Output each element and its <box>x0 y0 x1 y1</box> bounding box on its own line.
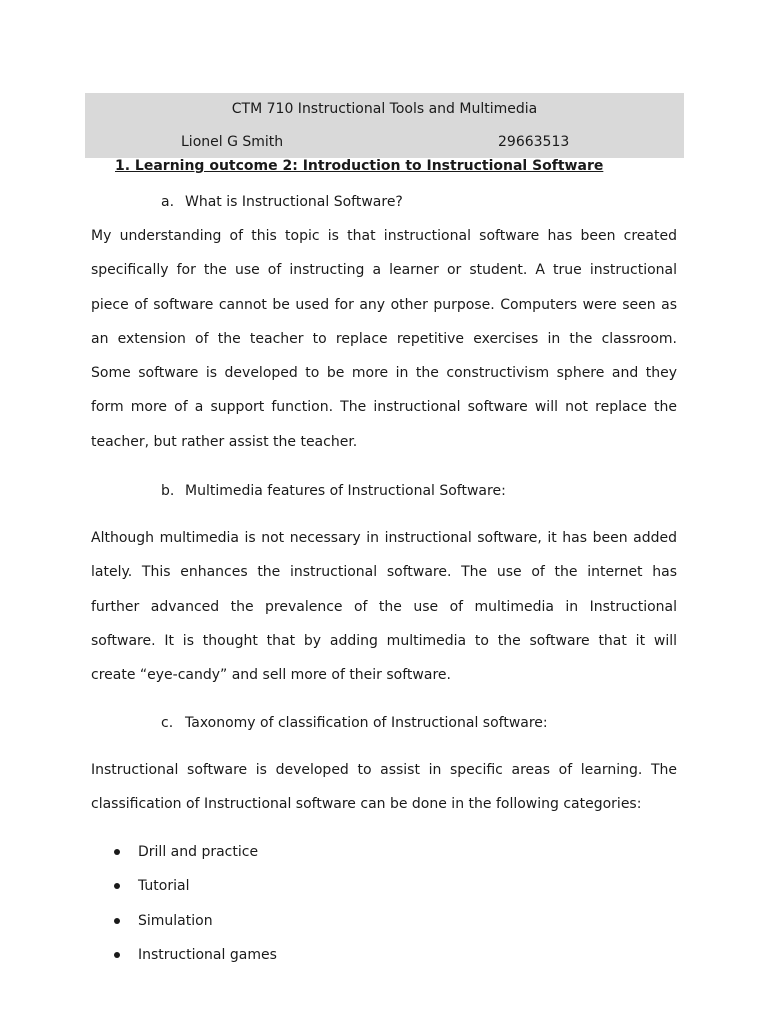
paragraph-line: create “eye-candy” and sell more of their software. <box>91 667 451 684</box>
subsection-title: Taxonomy of classification of Instructional software: <box>185 715 548 731</box>
subsection-heading-b <box>161 482 506 500</box>
list-item-text: Tutorial <box>138 878 190 895</box>
paragraph-line: teacher, but rather assist the teacher. <box>91 433 358 450</box>
subsection-marker: b. <box>161 483 175 499</box>
author-name: Lionel G Smith <box>181 134 284 150</box>
paragraph-line: My understanding of this topic is that instructional software has been created <box>91 228 677 244</box>
paragraph-multimedia-features <box>91 521 677 692</box>
paragraph-line: software. It is thought that by adding multimedia to the software that it will <box>91 632 677 649</box>
paragraph-instructional-software <box>91 219 677 459</box>
list-item-text: Drill and practice <box>138 844 259 860</box>
section-heading: 1. Learning outcome 2: Introduction to Instructional Software <box>115 158 604 174</box>
list-item-text: Instructional games <box>138 947 277 964</box>
subsection-marker: a. <box>161 194 175 210</box>
paragraph-line: piece of software cannot be used for any other purpose. Computers were seen as <box>91 296 677 313</box>
bullet-icon <box>114 952 120 958</box>
paragraph-line: an extension of the teacher to replace repetitive exercises in the classroom. <box>91 330 677 347</box>
bullet-icon <box>114 883 120 889</box>
paragraph-line: classification of Instructional software can be done in the following categories: <box>91 796 642 813</box>
list-item-text: Simulation <box>138 912 213 929</box>
bullet-icon <box>114 849 120 855</box>
paragraph-line: Some software is developed to be more in the constructivism sphere and they <box>91 365 677 382</box>
paragraph-line: further advanced the prevalence of the use of multimedia in Instructional <box>91 598 677 615</box>
paragraph-line: Although multimedia is not necessary in instructional software, it has been added <box>91 530 677 546</box>
course-title: CTM 710 Instructional Tools and Multimedia <box>231 101 538 117</box>
paragraph-line: lately. This enhances the instructional software. The use of the internet has <box>91 564 677 581</box>
subsection-heading-c <box>161 714 548 732</box>
bullet-icon <box>114 918 120 924</box>
subsection-heading-a <box>161 193 403 211</box>
paragraph-taxonomy <box>91 753 677 822</box>
document-header <box>85 93 684 158</box>
paragraph-line: specifically for the use of instructing a learner or student. A true instructional <box>91 262 677 279</box>
student-id: 29663513 <box>498 134 570 150</box>
subsection-marker: c. <box>161 715 174 731</box>
paragraph-line: Instructional software is developed to assist in specific areas of learning. The <box>91 762 677 778</box>
subsection-title: Multimedia features of Instructional Software: <box>185 483 506 499</box>
subsection-title: What is Instructional Software? <box>185 194 403 210</box>
paragraph-line: form more of a support function. The instructional software will not replace the <box>91 399 677 416</box>
